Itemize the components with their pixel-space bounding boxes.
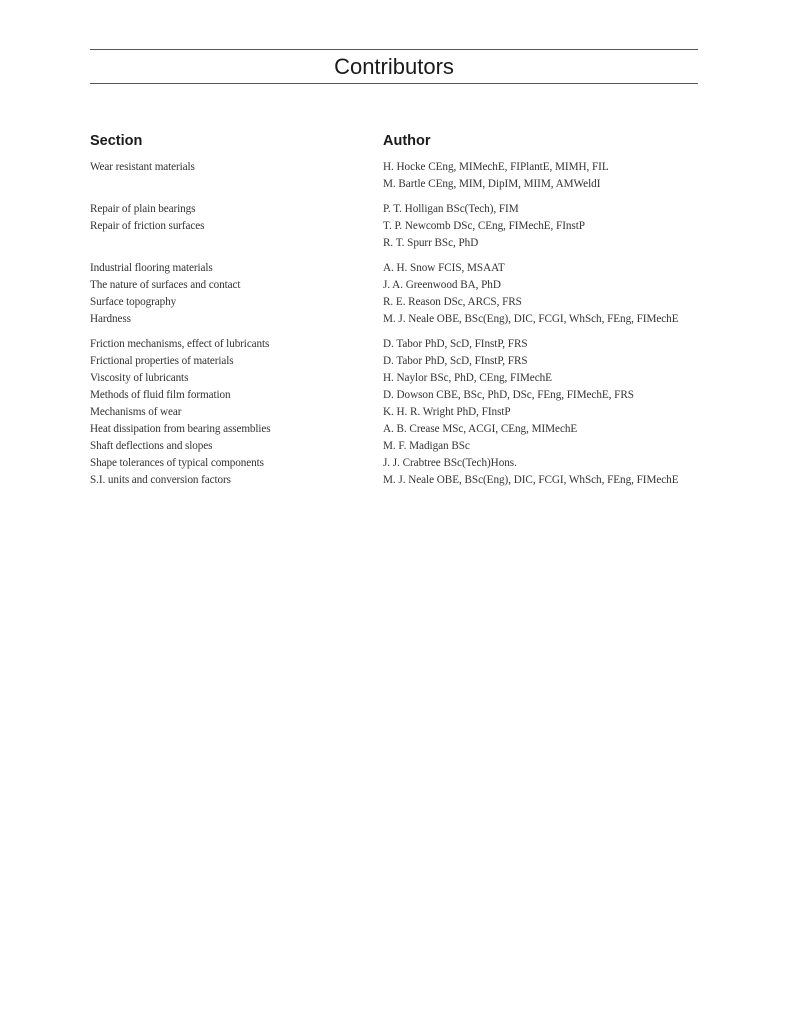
contributor-row	[90, 474, 700, 487]
author-name: D. Tabor PhD, ScD, FInstP, FRS	[383, 338, 528, 350]
author-column-header: Author	[383, 133, 431, 149]
page-title: Contributors	[334, 54, 454, 79]
contributor-row	[90, 389, 700, 402]
author-list	[383, 220, 700, 250]
author-name: M. F. Madigan BSc	[383, 440, 470, 452]
author-list	[383, 262, 700, 275]
author-list	[383, 406, 700, 419]
author-name: J. J. Crabtree BSc(Tech)Hons.	[383, 457, 517, 469]
contributor-row	[90, 440, 700, 453]
author-list	[383, 355, 700, 368]
author-list	[383, 457, 700, 470]
author-name: D. Tabor PhD, ScD, FInstP, FRS	[383, 355, 528, 367]
section-name: Repair of plain bearings	[90, 203, 196, 215]
author-name: P. T. Holligan BSc(Tech), FIM	[383, 203, 519, 215]
author-name: R. E. Reason DSc, ARCS, FRS	[383, 296, 522, 308]
contributor-row	[90, 457, 700, 470]
author-name: J. A. Greenwood BA, PhD	[383, 279, 501, 291]
section-name: Repair of friction surfaces	[90, 220, 205, 232]
author-name: R. T. Spurr BSc, PhD	[383, 237, 479, 249]
title-rule-bottom	[90, 83, 698, 84]
section-column-header: Section	[90, 133, 143, 149]
author-list	[383, 338, 700, 351]
contributor-row	[90, 296, 700, 309]
author-name: A. H. Snow FCIS, MSAAT	[383, 262, 505, 274]
author-list	[383, 440, 700, 453]
contributor-row	[90, 262, 700, 275]
author-name: K. H. R. Wright PhD, FInstP	[383, 406, 511, 418]
contributor-row	[90, 355, 700, 368]
author-name: T. P. Newcomb DSc, CEng, FIMechE, FInstP	[383, 220, 585, 232]
author-name: A. B. Crease MSc, ACGI, CEng, MIMechE	[383, 423, 578, 435]
contributor-row	[90, 313, 700, 326]
section-name: Wear resistant materials	[90, 161, 195, 173]
section-name: Hardness	[90, 313, 131, 325]
contributor-row	[90, 338, 700, 351]
contributor-row	[90, 279, 700, 292]
section-name: Viscosity of lubricants	[90, 372, 189, 384]
section-name: Methods of fluid film formation	[90, 389, 231, 401]
section-name: S.I. units and conversion factors	[90, 474, 231, 486]
author-list	[383, 203, 700, 216]
section-name: The nature of surfaces and contact	[90, 279, 241, 291]
author-name: H. Naylor BSc, PhD, CEng, FIMechE	[383, 372, 552, 384]
contributor-row	[90, 220, 700, 250]
contributors-list	[90, 161, 700, 491]
contributor-row	[90, 203, 700, 216]
author-name: H. Hocke CEng, MIMechE, FIPlantE, MIMH, FIL	[383, 161, 609, 173]
section-name: Industrial flooring materials	[90, 262, 213, 274]
contributor-row	[90, 161, 700, 191]
author-list	[383, 389, 700, 402]
author-list	[383, 313, 700, 326]
author-list	[383, 474, 700, 487]
author-name: M. Bartle CEng, MIM, DipIM, MIIM, AMWeldI	[383, 178, 601, 190]
author-list	[383, 423, 700, 436]
author-list	[383, 161, 700, 191]
section-name: Shaft deflections and slopes	[90, 440, 213, 452]
section-name: Shape tolerances of typical components	[90, 457, 264, 469]
contributor-row	[90, 372, 700, 385]
contributor-row	[90, 423, 700, 436]
author-name: M. J. Neale OBE, BSc(Eng), DIC, FCGI, WhSch, FEng, FIMechE	[383, 313, 679, 325]
contributor-row	[90, 406, 700, 419]
section-name: Heat dissipation from bearing assemblies	[90, 423, 271, 435]
author-name: D. Dowson CBE, BSc, PhD, DSc, FEng, FIMechE, FRS	[383, 389, 634, 401]
section-name: Mechanisms of wear	[90, 406, 182, 418]
section-name: Frictional properties of materials	[90, 355, 234, 367]
section-name: Surface topography	[90, 296, 177, 308]
author-list	[383, 296, 700, 309]
section-name: Friction mechanisms, effect of lubricants	[90, 338, 270, 350]
author-list	[383, 279, 700, 292]
author-list	[383, 372, 700, 385]
author-name: M. J. Neale OBE, BSc(Eng), DIC, FCGI, WhSch, FEng, FIMechE	[383, 474, 679, 486]
title-rule-top	[90, 49, 698, 50]
